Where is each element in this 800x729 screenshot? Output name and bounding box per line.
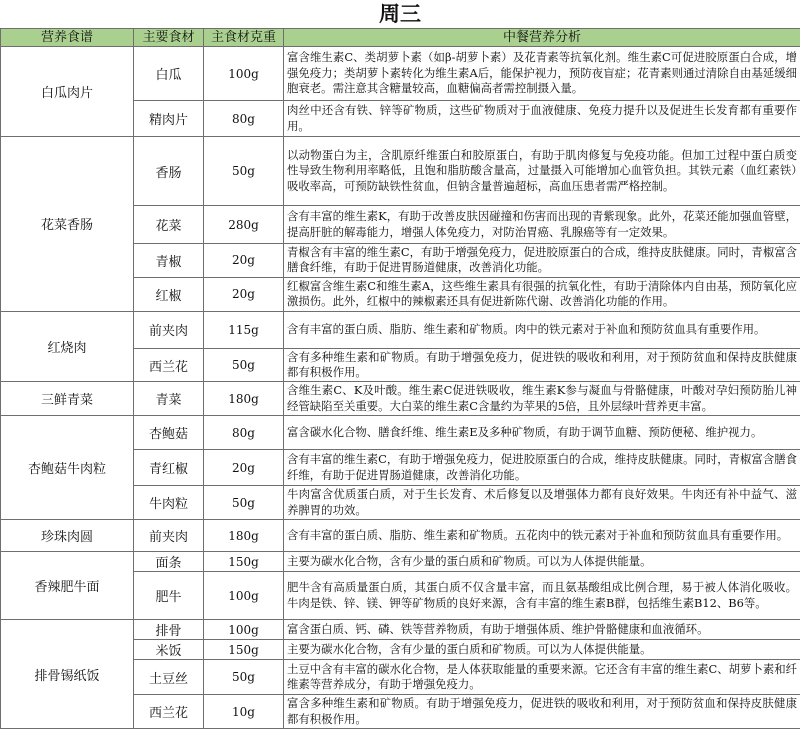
nutrition-analysis: 红椒富含维生素C和维生素A，这些维生素具有很强的抗氧化性，有助于清除体内自由基，预防氧化应激损伤。此外，红椒中的辣椒素还具有促进新陈代谢、改善消化功能的作用。 <box>284 277 800 311</box>
dish-name: 三鲜青菜 <box>1 382 134 416</box>
ingredient-name: 排骨 <box>134 620 204 640</box>
dish-name: 香辣肥牛面 <box>1 552 134 620</box>
nutrition-analysis: 含有多种维生素和矿物质。有助于增强免疫力，促进铁的吸收和利用，对于预防贫血和保持皮肤健康都有积极作用。 <box>284 348 800 382</box>
ingredient-weight: 50g <box>204 660 284 695</box>
ingredient-weight: 280g <box>204 206 284 244</box>
ingredient-name: 前夹肉 <box>134 520 204 552</box>
nutrition-analysis: 富含碳水化合物、膳食纤维、维生素E及多种矿物质，有助于调节血糖、预防便秘、维护视力。 <box>284 416 800 450</box>
ingredient-name: 西兰花 <box>134 348 204 382</box>
dish-name: 杏鲍菇牛肉粒 <box>1 416 134 520</box>
page-title: 周三 <box>0 0 800 28</box>
table-row <box>1 382 800 416</box>
dish-name: 花菜香肠 <box>1 137 134 312</box>
nutrition-analysis: 含有丰富的蛋白质、脂肪、维生素和矿物质。五花肉中的铁元素对于补血和预防贫血具有重要作用。 <box>284 520 800 552</box>
nutrition-analysis: 含维生素C、K及叶酸。维生素C促进铁吸收，维生素K参与凝血与骨骼健康，叶酸对孕妇预防胎儿神经管缺陷至关重要。大白菜的维生素C含量约为苹果的5倍，且外层绿叶营养更丰富。 <box>284 382 800 416</box>
ingredient-name: 白瓜 <box>134 47 204 101</box>
nutrition-table <box>0 28 800 729</box>
nutrition-analysis: 含有丰富的维生素C，有助于增强免疫力，促进胶原蛋白的合成，维持皮肤健康。同时，青椒富含膳食纤维，有助于促进胃肠道健康，改善消化功能。 <box>284 450 800 486</box>
ingredient-name: 前夹肉 <box>134 311 204 348</box>
ingredient-name: 青菜 <box>134 382 204 416</box>
ingredient-name: 牛肉粒 <box>134 486 204 520</box>
ingredient-name: 杏鲍菇 <box>134 416 204 450</box>
table-row <box>1 552 800 572</box>
header-dish: 营养食谱 <box>1 29 134 47</box>
table-row <box>1 416 800 450</box>
ingredient-name: 西兰花 <box>134 695 204 729</box>
nutrition-analysis: 以动物蛋白为主，含肌原纤维蛋白和胶原蛋白，有助于肌肉修复与免疫功能。但加工过程中蛋白质变性导致生物利用率略低，且饱和脂肪酸含量高，过量摄入可能增加心血管负担。其铁元素（血红素铁）吸收率高，可预防缺铁性贫血，但钠含量普遍超标，高血压患者需严格控制。 <box>284 137 800 206</box>
ingredient-name: 精肉片 <box>134 101 204 137</box>
table-row <box>1 311 800 348</box>
ingredient-weight: 80g <box>204 101 284 137</box>
ingredient-name: 青红椒 <box>134 450 204 486</box>
ingredient-weight: 180g <box>204 382 284 416</box>
nutrition-analysis: 富含多种维生素和矿物质。有助于增强免疫力，促进铁的吸收和利用，对于预防贫血和保持皮肤健康都有积极作用。 <box>284 695 800 729</box>
ingredient-weight: 20g <box>204 244 284 278</box>
ingredient-weight: 100g <box>204 572 284 620</box>
header-row <box>1 29 800 47</box>
nutrition-analysis: 富含蛋白质、钙、磷、铁等营养物质，有助于增强体质、维护骨骼健康和血液循环。 <box>284 620 800 640</box>
nutrition-analysis: 含有丰富的维生素K，有助于改善皮肤因碰撞和伤害而出现的青紫现象。此外，花菜还能加强血管壁，提高肝脏的解毒能力，增强人体免疫力，对防治胃癌、乳腺癌等有一定效果。 <box>284 206 800 244</box>
header-analysis: 中餐营养分析 <box>284 29 800 47</box>
ingredient-name: 肥牛 <box>134 572 204 620</box>
dish-name: 排骨锡纸饭 <box>1 620 134 729</box>
ingredient-weight: 180g <box>204 520 284 552</box>
table-row <box>1 137 800 206</box>
table-row <box>1 620 800 640</box>
ingredient-name: 红椒 <box>134 277 204 311</box>
ingredient-weight: 20g <box>204 277 284 311</box>
table-row <box>1 47 800 101</box>
ingredient-name: 土豆丝 <box>134 660 204 695</box>
nutrition-analysis: 含有丰富的蛋白质、脂肪、维生素和矿物质。肉中的铁元素对于补血和预防贫血具有重要作用。 <box>284 311 800 348</box>
nutrition-analysis: 土豆中含有丰富的碳水化合物，是人体获取能量的重要来源。它还含有丰富的维生素C、胡萝卜素和纤维素等营养成分，有助于增强免疫力。 <box>284 660 800 695</box>
ingredient-weight: 20g <box>204 450 284 486</box>
ingredient-weight: 50g <box>204 348 284 382</box>
ingredient-name: 香肠 <box>134 137 204 206</box>
nutrition-analysis: 青椒含有丰富的维生素C，有助于增强免疫力，促进胶原蛋白的合成，维持皮肤健康。同时，青椒富含膳食纤维，有助于促进胃肠道健康，改善消化功能。 <box>284 244 800 278</box>
table-row <box>1 520 800 552</box>
dish-name: 红烧肉 <box>1 311 134 382</box>
header-weight: 主食材克重 <box>204 29 284 47</box>
ingredient-weight: 150g <box>204 640 284 660</box>
nutrition-analysis: 肥牛含有高质量蛋白质，其蛋白质不仅含量丰富，而且氨基酸组成比例合理，易于被人体消化吸收。牛肉是铁、锌、镁、钾等矿物质的良好来源，含有丰富的维生素B群，包括维生素B12、B6等。 <box>284 572 800 620</box>
dish-name: 珍珠肉圆 <box>1 520 134 552</box>
ingredient-weight: 80g <box>204 416 284 450</box>
header-ingredient: 主要食材 <box>134 29 204 47</box>
nutrition-analysis: 肉丝中还含有铁、锌等矿物质，这些矿物质对于血液健康、免疫力提升以及促进生长发育都有重要作用。 <box>284 101 800 137</box>
nutrition-analysis: 主要为碳水化合物，含有少量的蛋白质和矿物质。可以为人体提供能量。 <box>284 640 800 660</box>
ingredient-name: 面条 <box>134 552 204 572</box>
nutrition-analysis: 富含维生素C、类胡萝卜素（如β-胡萝卜素）及花青素等抗氧化剂。维生素C可促进胶原蛋白合成，增强免疫力；类胡萝卜素转化为维生素A后，能保护视力，预防夜盲症；花青素则通过清除自由基延缓细胞衰老。需注意其含糖量较高，血糖偏高者需控制摄入量。 <box>284 47 800 101</box>
ingredient-weight: 100g <box>204 620 284 640</box>
dish-name: 白瓜肉片 <box>1 47 134 137</box>
ingredient-name: 花菜 <box>134 206 204 244</box>
ingredient-weight: 50g <box>204 486 284 520</box>
ingredient-weight: 100g <box>204 47 284 101</box>
ingredient-name: 米饭 <box>134 640 204 660</box>
ingredient-weight: 115g <box>204 311 284 348</box>
ingredient-weight: 10g <box>204 695 284 729</box>
nutrition-analysis: 主要为碳水化合物，含有少量的蛋白质和矿物质。可以为人体提供能量。 <box>284 552 800 572</box>
nutrition-analysis: 牛肉富含优质蛋白质，对于生长发育、术后修复以及增强体力都有良好效果。牛肉还有补中益气、滋养脾胃的功效。 <box>284 486 800 520</box>
ingredient-name: 青椒 <box>134 244 204 278</box>
ingredient-weight: 150g <box>204 552 284 572</box>
ingredient-weight: 50g <box>204 137 284 206</box>
